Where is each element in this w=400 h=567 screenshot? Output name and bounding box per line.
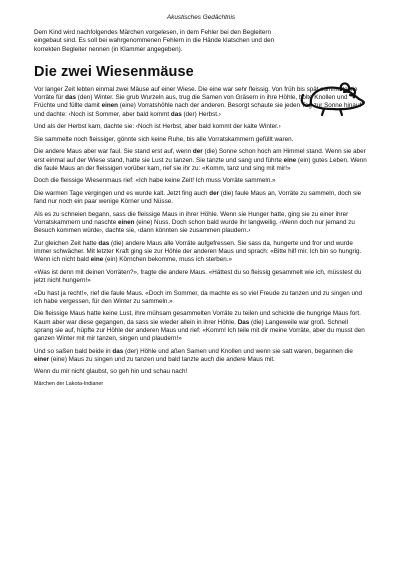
wrong-article: das	[170, 110, 182, 118]
text-segment: Und als der Herbst kam, dachte sie: ‹Noch ist Herbst, aber bald kommt der kalte Winter.›	[34, 123, 281, 131]
text-segment: (eine) Vorratshöhle nach der anderen. Besorgt schaute sie jeden Tag zur Sonne hinauf und dachte: ‹Noch ist Sommer, aber bald kommt	[34, 102, 362, 118]
text-segment: Vor langer Zeit lebten einmal zwei Mäuse auf einer Wiese. Die eine war sehr fleissig. Von früh bis spät sammelte sie Vorräte für	[34, 85, 358, 102]
text-segment: «Was ist denn mit deinen Vorräten?», fragte die andere Maus. «Hättest du so fleissig gesammelt wie ich, müsstest du jetzt nicht hungern!»	[34, 268, 362, 285]
text-segment: Als es zu schneien begann, sass die fleissige Maus in ihrer Höhle. Wenn sie Hunger hatte, ging sie zu einer ihrer Vorratskammern und naschte	[34, 210, 349, 226]
text-segment: (die) faule Maus an, Vorräte zu sammeln, doch sie fand nur noch ein paar wenige Körner und Nüsse.	[34, 189, 362, 206]
text-segment: Die fleissige Maus hatte keine Lust, ihre mühsam gesammelten Vorräte zu teilen und schickte die hungrige Maus fort. Kaum aber war diese gegangen, da sass sie wieder allein in ihrer Höhle.	[34, 310, 361, 326]
text-segment: (die) Langeweile war groß. Schnell sprang sie auf, hüpfte zur Höhle der anderen Maus und rief: «Komm! Ich teile mit dir meine Vorräte, aber du musst den ganzen Winter mit mir tanzen, singen und plaudern!»	[34, 318, 365, 343]
text-segment: (die) andere Maus alle Vorräte aufgefressen. Sie sass da, hungerte und fror und wurde immer schwächer. Mit letzter Kraft ging sie zur Höhle der anderen Maus und sprach: «Bitte hilf mir. Ich bin so hungrig. Wenn ich nicht bald	[34, 239, 362, 264]
story-paragraph	[34, 368, 368, 376]
text-segment: (eine) Maus zu singen und zu tanzen und bald tanzte auch die andere Maus mit.	[49, 355, 275, 363]
text-segment: (der) Herbst.›	[181, 110, 221, 118]
story-body	[34, 86, 368, 377]
wrong-article: einen	[118, 218, 135, 226]
text-segment: Wenn du mir nicht glaubst, so geh hin und schau nach!	[34, 368, 188, 376]
wrong-article: das	[65, 94, 77, 102]
text-segment: Sie sammelte noch fleissiger, gönnte sich keine Ruhe, bis alle Vorratskammern gefüllt waren.	[34, 135, 294, 143]
text-segment: Doch die fleissige Wiesenmaus rief: «Ich habe keine Zeit! Ich muss Vorräte sammeln.»	[34, 177, 276, 185]
wrong-article: eine	[283, 156, 297, 164]
story-title: Die zwei Wiesenmäuse	[34, 63, 194, 80]
wrong-article: eine	[90, 256, 104, 264]
mouse-icon	[297, 80, 369, 118]
story-paragraph	[34, 177, 368, 185]
wrong-article: der	[192, 148, 203, 156]
story-paragraph	[34, 290, 368, 307]
text-segment: Und so saßen bald beide in	[34, 347, 113, 355]
text-segment: (eine) Nuss. Doch schon bald wurde ihr langweilig. ‹Wenn doch nur jemand zu Besuch kommen würde›, dachte sie, ‹dann könnten sie zusammen plaudern.›	[34, 218, 355, 235]
wrong-article: einer	[34, 355, 50, 363]
text-segment: Die andere Maus aber war faul. Sie stand erst auf, wenn	[34, 148, 193, 156]
story-paragraph	[34, 123, 368, 131]
source-credit: Märchen der Lakota-Indianer	[34, 380, 104, 387]
wrong-article: der	[209, 189, 220, 197]
wrong-article: das	[112, 347, 124, 355]
story-paragraph	[34, 348, 368, 365]
story-paragraph	[34, 190, 368, 207]
text-segment: «Du hast ja recht!», rief die faule Maus. «Doch im Sommer, da machte es so viel Freude zu tanzen und zu singen und ich habe vergessen, für den Winter zu sammeln.»	[34, 289, 362, 305]
text-segment: Die warmen Tage vergingen und es wurde kalt. Jetzt fing auch	[34, 189, 210, 197]
page-header: Akustisches Gedächtnis	[166, 14, 236, 21]
text-segment: (ein) gutes Leben. Wenn die faule Maus an der fleissigen vorüber kam, rief sie ihr zu: «Komm, tanz und sing mit mir!»	[34, 156, 367, 172]
wrong-article: einen	[101, 102, 119, 110]
story-paragraph	[34, 211, 368, 236]
text-segment: Zur gleichen Zeit hatte	[34, 239, 99, 247]
wrong-article: das	[98, 239, 110, 247]
wrong-article: Das	[237, 318, 250, 326]
story-paragraph	[34, 148, 368, 173]
text-segment: (ein) Körnchen bekomme, muss ich sterben.»	[103, 256, 232, 264]
instructions: Dem Kind wird nachfolgendes Märchen vorgelesen, in dem Fehler bei den Begleitern eingebaut sind. Es soll bei wahrgenommenen Fehlern in die Hände klatschen und den korrekten Begleiter nennen (in Klammer angegeben).	[34, 29, 275, 53]
text-segment: (den) Winter. Sie grub Wurzeln aus, trug die Samen von Gräsern in ihre Höhle, holte Knollen und Früchte und füllte damit	[34, 94, 348, 110]
story-paragraph	[34, 269, 368, 286]
story-paragraph	[34, 240, 368, 265]
text-segment: (die) Sonne schon hoch am Himmel stand. Wenn sie aber erst einmal auf der Wiese stand, hatte sie Lust zu tanzen. Sie tanzte und sang und führte	[34, 148, 366, 164]
text-segment: (der) Höhle und aßen Samen und Knollen und wenn sie satt waren, begannen die	[123, 347, 353, 355]
story-paragraph	[34, 136, 368, 144]
story-paragraph	[34, 310, 368, 343]
